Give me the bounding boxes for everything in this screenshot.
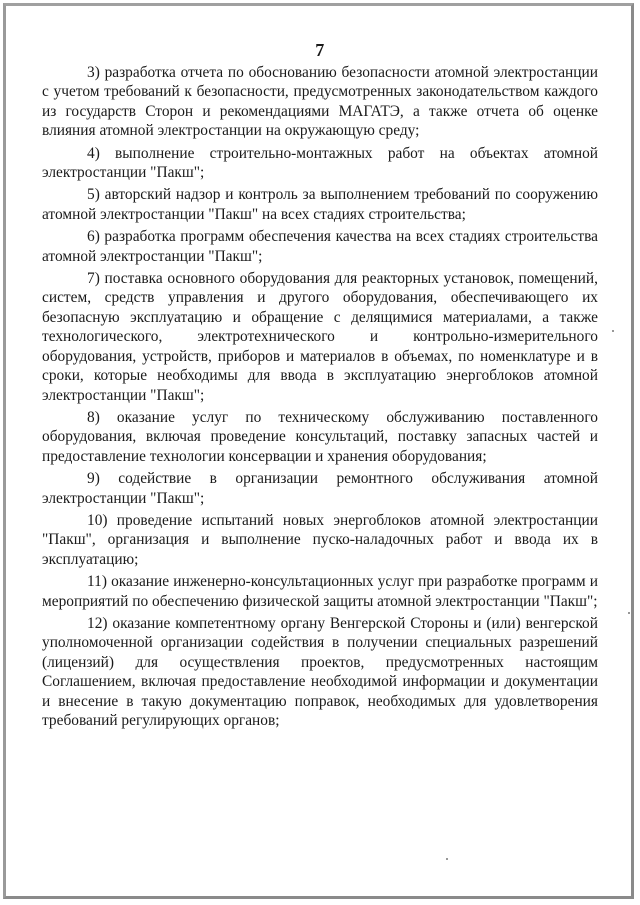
paragraph-item-10: 10) проведение испытаний новых энергоблоков атомной электростанции "Пакш", организация и выполнение пуско-наладочных работ и ввода их в эксплуатацию; xyxy=(42,511,598,568)
document-body xyxy=(42,63,598,730)
paragraph-item-7: 7) поставка основного оборудования для реакторных установок, помещений, систем, средств управления и другого оборудования, обеспечивающего их безопасную эксплуатацию и обращение с делящимися материалами, а также технологического, электротехнического и контрольно-измерительного оборудования, устройств, приборов и материалов в объемах, по номенклатуре и в сроки, которые необходимы для ввода в эксплуатацию энергоблоков атомной электростанции "Пакш"; xyxy=(42,270,598,404)
paragraph-item-5: 5) авторский надзор и контроль за выполнением требований по сооружению атомной электростанции "Пакш" на всех стадиях строительства; xyxy=(42,186,598,223)
scan-speck xyxy=(628,612,630,614)
paragraph-item-12: 12) оказание компетентному органу Венгерской Стороны и (или) венгерской уполномоченной организации содействия в получении специальных разрешений (лицензий) для осуществления проектов, предусмотренных настоящим Соглашением, включая предоставление необходимой информации и документации и внесение в такую документацию поправок, необходимых для удовлетворения требований регулирующих органов; xyxy=(42,614,598,729)
paragraph-item-4: 4) выполнение строительно-монтажных работ на объектах атомной электростанции "Пакш"; xyxy=(42,144,598,182)
paragraph-item-6: 6) разработка программ обеспечения качества на всех стадиях строительства атомной электростанции "Пакш"; xyxy=(42,228,598,265)
paragraph-item-8: 8) оказание услуг по техническому обслуживанию поставленного оборудования, включая проведение консультаций, поставку запасных частей и предоставление технологии консервации и хранения оборудования; xyxy=(42,408,598,465)
scan-speck xyxy=(612,330,614,332)
scan-speck xyxy=(446,858,448,860)
paragraph-item-3: 3) разработка отчета по обоснованию безопасности атомной электростанции с учетом требований к безопасности, предусмотренных законодательством каждого из государств Сторон и рекомендациями МАГАТЭ, а также отчета об оценке влияния атомной электростанции на окружающую среду; xyxy=(42,64,598,140)
paragraph-item-9: 9) содействие в организации ремонтного обслуживания атомной электростанции "Пакш"; xyxy=(42,470,598,507)
page-number: 7 xyxy=(315,40,325,60)
paragraph-item-11: 11) оказание инженерно-консультационных услуг при разработке программ и мероприятий по обеспечению физической защиты атомной электростанции "Пакш"; xyxy=(42,573,598,610)
